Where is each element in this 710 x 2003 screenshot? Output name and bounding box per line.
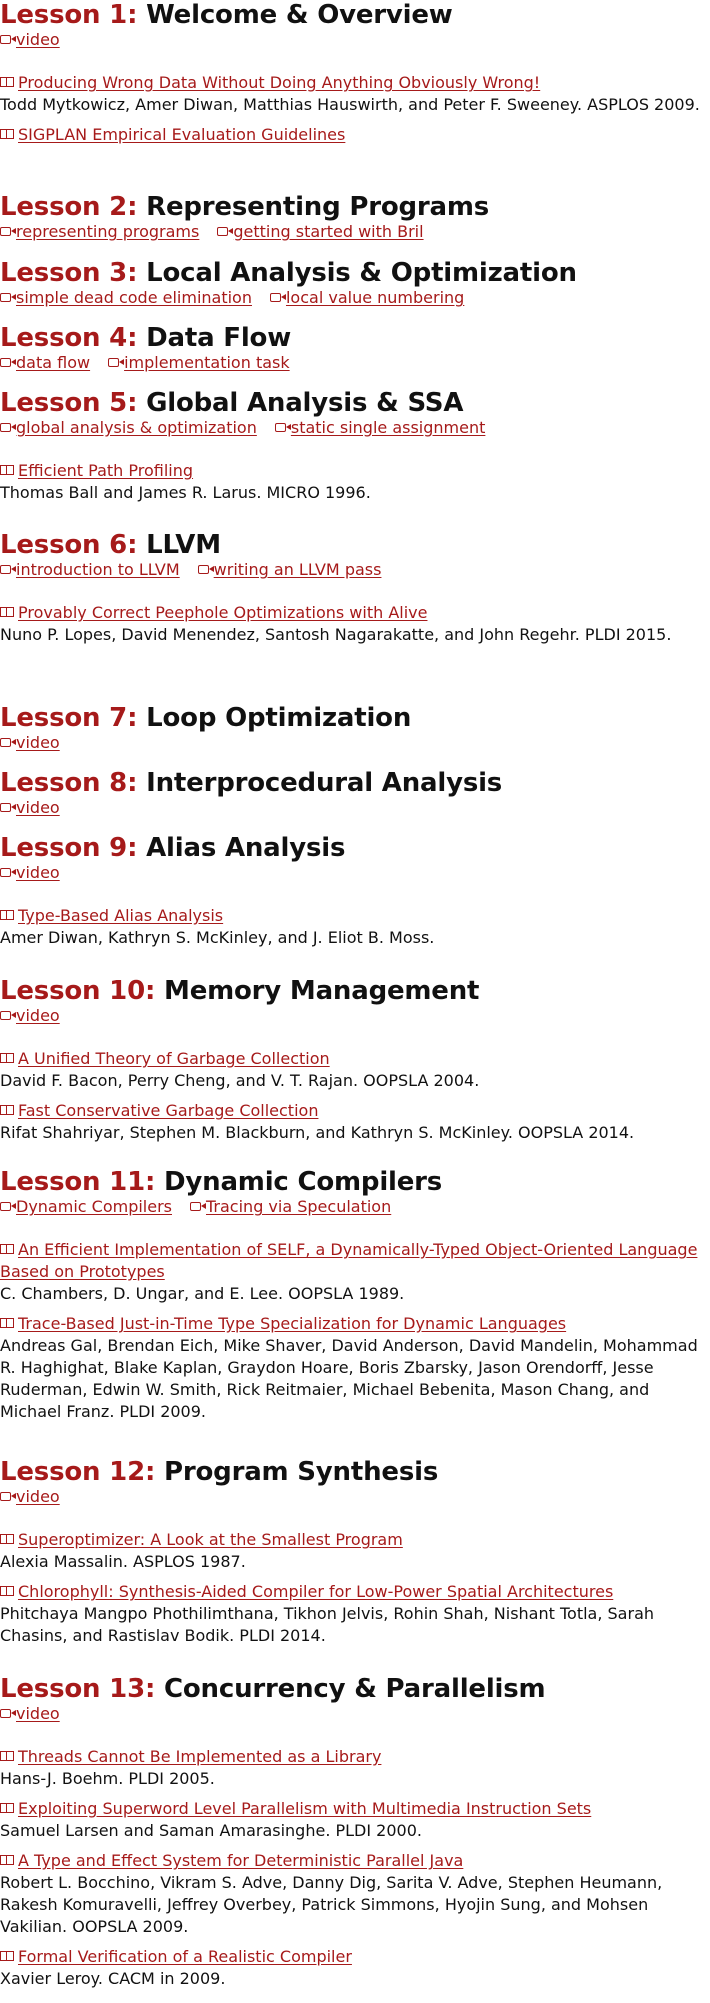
book-icon [0,1053,14,1063]
lesson-link-item [0,1197,172,1216]
book-icon [0,129,14,139]
video-camera-icon [108,358,119,367]
paper-authors: Rifat Shahriyar, Stephen M. Blackburn, and Kathryn S. McKinley. OOPSLA 2014. [0,1123,635,1142]
lesson-title: Representing Programs [146,192,490,222]
reading-list [0,1529,710,1647]
lesson-link[interactable]: video [16,798,60,817]
reading-list [0,1048,710,1144]
book-icon [0,1951,14,1961]
video-camera-icon [0,1202,11,1211]
paper-authors: Hans-J. Boehm. PLDI 2005. [0,1769,215,1788]
video-camera-icon [0,565,11,574]
lesson-section [0,1167,710,1423]
lesson-link[interactable]: Tracing via Speculation [206,1197,392,1216]
lesson-links [0,863,710,883]
paper-entry [0,124,710,146]
lesson-links [0,222,710,242]
paper-title-link[interactable]: Fast Conservative Garbage Collection [18,1101,319,1120]
paper-entry [0,1581,710,1647]
book-icon [0,465,14,475]
video-camera-icon [275,423,286,432]
lesson-number: Lesson 1: [0,0,138,30]
paper-title-link[interactable]: Efficient Path Profiling [18,461,194,480]
lesson-heading [0,530,710,560]
lesson-links [0,353,710,373]
paper-entry [0,460,710,504]
lesson-section [0,703,710,753]
paper-entry [0,1529,710,1573]
lesson-section [0,388,710,504]
book-icon [0,1751,14,1761]
lesson-link-item [0,222,199,241]
lesson-heading [0,976,710,1006]
lesson-number: Lesson 8: [0,768,138,798]
video-camera-icon [0,738,11,747]
paper-entry [0,905,710,949]
lesson-heading [0,768,710,798]
lesson-link-item [217,222,423,241]
lesson-link-item [190,1197,391,1216]
video-camera-icon [0,1709,11,1718]
video-camera-icon [0,1011,11,1020]
book-icon [0,607,14,617]
lesson-link[interactable]: data flow [16,353,91,372]
lesson-link-item [0,418,257,437]
video-camera-icon [198,565,209,574]
paper-title-link[interactable]: Provably Correct Peephole Optimizations with Alive [18,603,428,622]
video-camera-icon [0,803,11,812]
lesson-link-item [0,353,90,372]
book-icon [0,1244,14,1254]
lesson-number: Lesson 7: [0,703,138,733]
paper-title-link[interactable]: Formal Verification of a Realistic Compiler [18,1947,352,1966]
lesson-heading [0,1674,710,1704]
lesson-link-item [0,733,60,752]
video-camera-icon [0,293,11,302]
paper-authors: Andreas Gal, Brendan Eich, Mike Shaver, David Anderson, David Mandelin, Mohammad R. Haghighat, Blake Kaplan, Graydon Hoare, Boris Zbarsky, Jason Orendorff, Jesse Ruderman, Edwin W. Smith, Rick Reitmaier, Michael Bebenita, Mason Chang, and Michael Franz. PLDI 2009. [0,1336,698,1421]
video-camera-icon [0,227,11,236]
paper-authors: C. Chambers, D. Ungar, and E. Lee. OOPSLA 1989. [0,1284,405,1303]
lesson-section [0,323,710,373]
paper-authors: Amer Diwan, Kathryn S. McKinley, and J. Eliot B. Moss. [0,928,435,947]
video-camera-icon [0,1492,11,1501]
video-camera-icon [0,868,11,877]
lesson-link[interactable]: local value numbering [285,288,465,307]
lesson-links [0,1704,710,1724]
lesson-link[interactable]: simple dead code elimination [16,288,252,307]
lesson-section [0,258,710,308]
paper-entry [0,1048,710,1092]
lesson-link[interactable]: video [16,733,60,752]
video-camera-icon [0,358,11,367]
lesson-link[interactable]: static single assignment [290,418,486,437]
lesson-number: Lesson 6: [0,530,138,560]
lesson-link-item [198,560,382,579]
lesson-section [0,1457,710,1647]
lesson-link-item [0,288,252,307]
lesson-heading [0,703,710,733]
paper-authors: Thomas Ball and James R. Larus. MICRO 1996. [0,483,371,502]
paper-entry [0,1798,710,1842]
book-icon [0,1534,14,1544]
lesson-link-item [108,353,290,372]
paper-title-link[interactable]: SIGPLAN Empirical Evaluation Guidelines [18,125,346,144]
lesson-link-item [0,30,60,49]
lesson-heading [0,1457,710,1487]
paper-title-link[interactable]: Superoptimizer: A Look at the Smallest Program [18,1530,403,1549]
lesson-heading [0,1167,710,1197]
lesson-heading [0,192,710,222]
book-icon [0,1105,14,1115]
lesson-link-item [0,798,60,817]
lesson-heading [0,0,710,30]
video-camera-icon [0,35,11,44]
paper-authors: Alexia Massalin. ASPLOS 1987. [0,1552,246,1571]
lesson-link-item [270,288,464,307]
lesson-heading [0,388,710,418]
lesson-links [0,733,710,753]
paper-authors: David F. Bacon, Perry Cheng, and V. T. Rajan. OOPSLA 2004. [0,1071,480,1090]
paper-entry [0,1946,710,1990]
lesson-link[interactable]: representing programs [16,222,200,241]
paper-title-link[interactable]: A Type and Effect System for Deterministic Parallel Java [18,1851,464,1870]
paper-entry [0,602,710,646]
lesson-links [0,1197,710,1217]
lesson-link[interactable]: video [16,30,60,49]
lesson-title: Local Analysis & Optimization [146,258,577,288]
lesson-title: Program Synthesis [164,1457,439,1487]
lesson-link-item [0,1487,60,1506]
lesson-link[interactable]: global analysis & optimization [16,418,257,437]
lesson-number: Lesson 12: [0,1457,156,1487]
reading-list [0,460,710,504]
lesson-title: Interprocedural Analysis [146,768,503,798]
video-camera-icon [270,293,281,302]
book-icon [0,1855,14,1865]
lesson-section [0,833,710,949]
video-camera-icon [217,227,228,236]
lesson-section [0,0,710,146]
lesson-link[interactable]: video [16,1487,60,1506]
paper-entry [0,1313,710,1423]
paper-entry [0,1239,710,1305]
lesson-number: Lesson 10: [0,976,156,1006]
lesson-link[interactable]: video [16,1704,60,1723]
video-camera-icon [0,423,11,432]
lesson-link[interactable]: getting started with Bril [233,222,424,241]
lesson-number: Lesson 5: [0,388,138,418]
lesson-heading [0,258,710,288]
reading-list [0,1239,710,1423]
lesson-link[interactable]: video [16,863,60,882]
lesson-link-item [275,418,486,437]
paper-entry [0,1100,710,1144]
lesson-link[interactable]: Dynamic Compilers [16,1197,172,1216]
lesson-links [0,30,710,50]
lesson-number: Lesson 2: [0,192,138,222]
lesson-section [0,976,710,1144]
paper-entry [0,1746,710,1790]
lesson-link-item [0,1006,60,1025]
book-icon [0,1803,14,1813]
lesson-title: Global Analysis & SSA [146,388,464,418]
lesson-number: Lesson 4: [0,323,138,353]
lesson-link-item [0,560,180,579]
lesson-section [0,1674,710,1990]
reading-list [0,72,710,146]
lesson-number: Lesson 9: [0,833,138,863]
lesson-title: Data Flow [146,323,292,353]
lesson-title: Loop Optimization [146,703,412,733]
paper-title-link[interactable]: An Efficient Implementation of SELF, a Dynamically-Typed Object-Oriented Language Based on Prototypes [0,1240,698,1281]
lesson-title: Dynamic Compilers [164,1167,443,1197]
paper-title-link[interactable]: Threads Cannot Be Implemented as a Library [18,1747,382,1766]
lesson-links [0,798,710,818]
paper-title-link[interactable]: Type-Based Alias Analysis [18,906,224,925]
lesson-link-item [0,1704,60,1723]
paper-authors: Phitchaya Mangpo Phothilimthana, Tikhon Jelvis, Rohin Shah, Nishant Totla, Sarah Chasins, and Rastislav Bodik. PLDI 2014. [0,1604,655,1645]
paper-authors: Samuel Larsen and Saman Amarasinghe. PLDI 2000. [0,1821,422,1840]
paper-title-link[interactable]: Producing Wrong Data Without Doing Anything Obviously Wrong! [18,73,541,92]
lesson-link[interactable]: implementation task [124,353,290,372]
paper-entry [0,72,710,116]
lesson-title: Alias Analysis [146,833,346,863]
book-icon [0,910,14,920]
lesson-link[interactable]: video [16,1006,60,1025]
paper-authors: Todd Mytkowicz, Amer Diwan, Matthias Hauswirth, and Peter F. Sweeney. ASPLOS 2009. [0,95,700,114]
lesson-links [0,1006,710,1026]
lesson-title: Welcome & Overview [146,0,453,30]
reading-list [0,602,710,646]
lesson-title: Concurrency & Parallelism [164,1674,546,1704]
lesson-links [0,288,710,308]
lesson-link[interactable]: writing an LLVM pass [213,560,382,579]
paper-authors: Robert L. Bocchino, Vikram S. Adve, Danny Dig, Sarita V. Adve, Stephen Heumann, Rakesh Komuravelli, Jeffrey Overbey, Patrick Simmons, Hyojin Sung, and Mohsen Vakilian. OOPSLA 2009. [0,1873,663,1936]
paper-title-link[interactable]: Exploiting Superword Level Parallelism with Multimedia Instruction Sets [18,1799,592,1818]
lesson-link[interactable]: introduction to LLVM [16,560,180,579]
lesson-heading [0,323,710,353]
lesson-section [0,768,710,818]
paper-authors: Xavier Leroy. CACM in 2009. [0,1969,226,1988]
paper-title-link[interactable]: A Unified Theory of Garbage Collection [18,1049,330,1068]
lesson-section [0,530,710,646]
reading-list [0,1746,710,1990]
lesson-section [0,192,710,242]
book-icon [0,77,14,87]
paper-title-link[interactable]: Trace-Based Just-in-Time Type Specialization for Dynamic Languages [18,1314,567,1333]
lesson-number: Lesson 13: [0,1674,156,1704]
video-camera-icon [190,1202,201,1211]
lesson-title: LLVM [146,530,221,560]
book-icon [0,1318,14,1328]
lesson-link-item [0,863,60,882]
book-icon [0,1586,14,1596]
reading-list [0,905,710,949]
lesson-heading [0,833,710,863]
lesson-number: Lesson 11: [0,1167,156,1197]
lesson-links [0,418,710,438]
lesson-links [0,560,710,580]
lesson-number: Lesson 3: [0,258,138,288]
lesson-links [0,1487,710,1507]
paper-title-link[interactable]: Chlorophyll: Synthesis-Aided Compiler for Low-Power Spatial Architectures [18,1582,614,1601]
paper-entry [0,1850,710,1938]
lesson-title: Memory Management [164,976,480,1006]
paper-authors: Nuno P. Lopes, David Menendez, Santosh Nagarakatte, and John Regehr. PLDI 2015. [0,625,672,644]
